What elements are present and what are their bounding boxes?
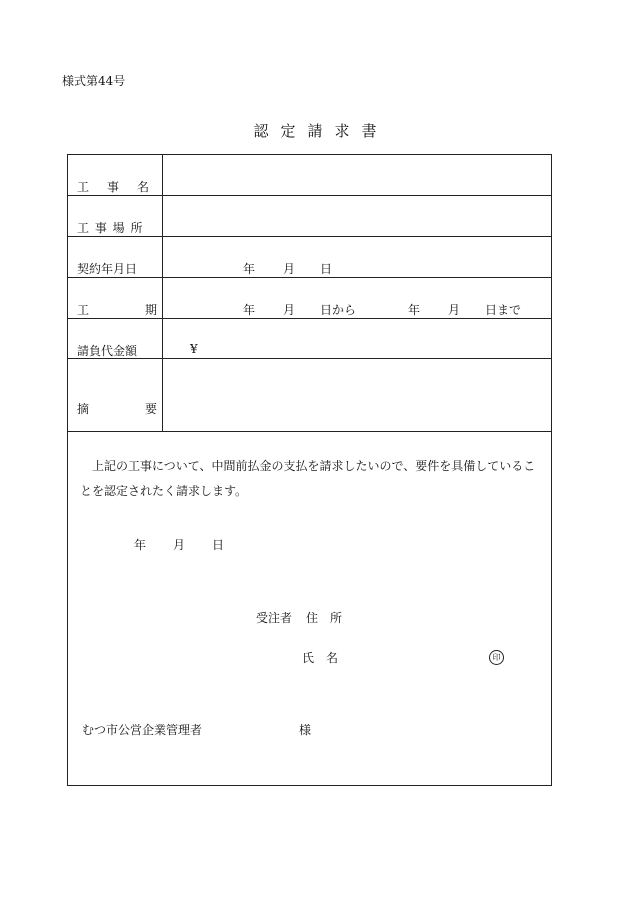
period-to-month-label: 月	[448, 303, 461, 317]
request-month-label: 月	[173, 538, 186, 552]
applicant-address-label: 住 所	[306, 611, 343, 625]
period-to-year-label: 年	[408, 303, 421, 317]
contract-day-label: 日	[320, 262, 333, 276]
document-title: 認定請求書	[253, 122, 389, 140]
period-from-month-label: 月	[283, 303, 296, 317]
addressee: むつ市公営企業管理者	[82, 723, 203, 737]
label-contract-date: 契約年月日	[77, 262, 138, 276]
row-divider	[67, 431, 552, 432]
request-day-label: 日	[212, 538, 225, 552]
applicant-name-label: 氏 名	[302, 651, 339, 665]
period-from-year-label: 年	[243, 303, 256, 317]
row-divider	[67, 236, 552, 237]
yen-sign: ¥	[190, 342, 198, 356]
form-number: 様式第44号	[62, 74, 126, 88]
applicant-role: 受注者	[256, 611, 293, 625]
request-year-label: 年	[134, 538, 147, 552]
contract-month-label: 月	[283, 262, 296, 276]
request-statement: 上記の工事について、中間前払金の支払を請求したいので、要件を具備していることを認定されたく請求します。	[80, 459, 536, 498]
row-divider	[67, 195, 552, 196]
honorific: 様	[299, 723, 312, 737]
row-divider	[67, 318, 552, 319]
seal-mark	[489, 649, 504, 665]
period-to-day-label: 日まで	[485, 303, 522, 317]
row-divider	[67, 277, 552, 278]
label-project-site: 工 事 場 所	[77, 221, 144, 235]
seal-icon: 印	[489, 650, 504, 665]
contract-year-label: 年	[243, 262, 256, 276]
row-divider	[67, 358, 552, 359]
label-summary: 摘 要	[77, 402, 163, 416]
label-contract-amount: 請負代金額	[77, 344, 138, 358]
period-from-day-label: 日から	[320, 303, 357, 317]
label-period: 工 期	[77, 303, 163, 317]
label-project-name: 工 事 名	[77, 180, 153, 194]
